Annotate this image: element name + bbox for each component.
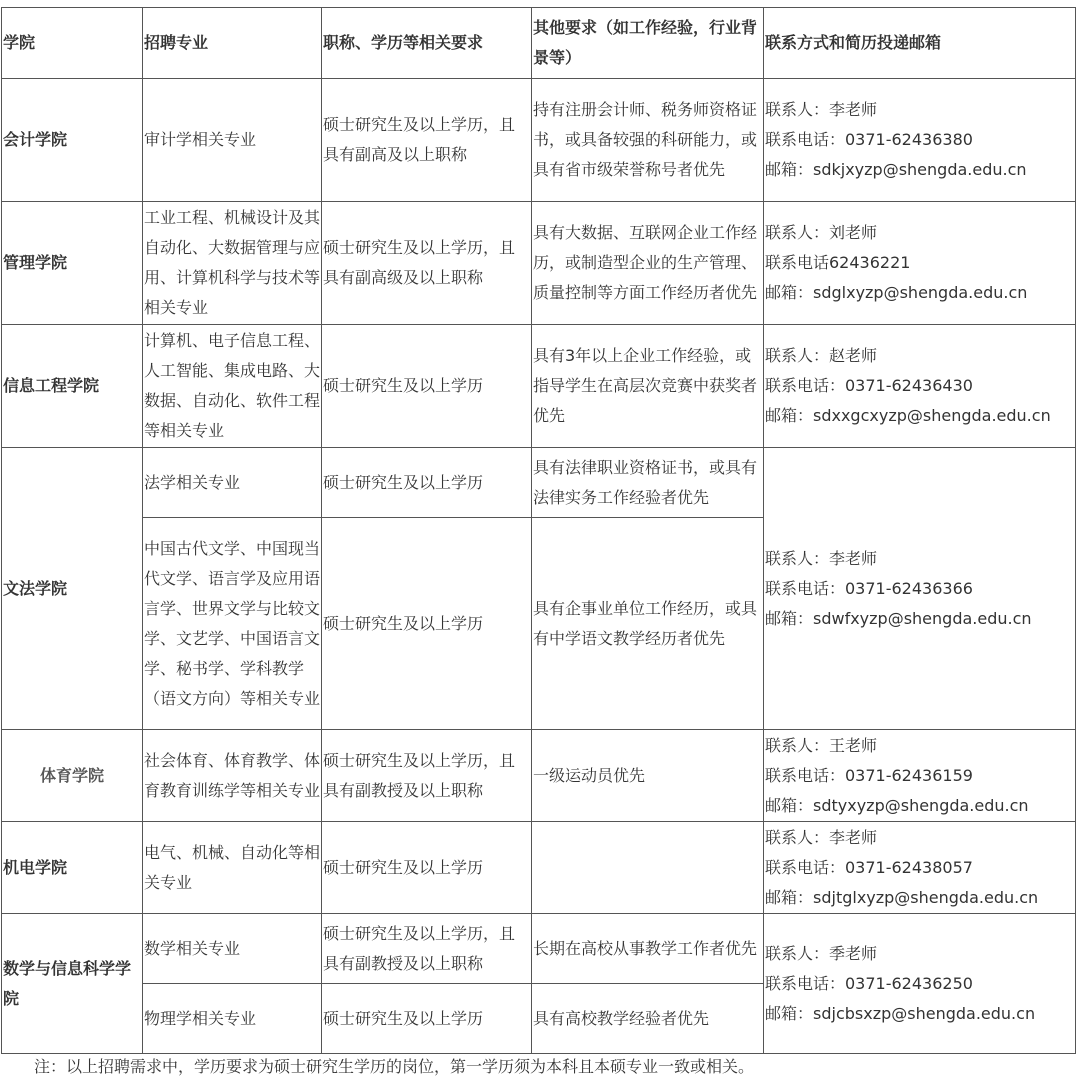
title-edu-cell: 硕士研究生及以上学历	[322, 822, 532, 914]
recruitment-table	[1, 7, 1076, 1054]
contact-phone: 联系电话：0371-62436250	[765, 973, 973, 993]
contact-phone: 联系电话：0371-62436380	[765, 130, 973, 149]
table-row	[2, 79, 1076, 202]
contact-person: 联系人：李老师	[765, 548, 878, 568]
table-row	[2, 730, 1076, 822]
contact-email: 邮箱：sdkjxyzp@shengda.edu.cn	[765, 160, 1027, 179]
college-name: 信息工程学院	[2, 325, 143, 448]
contact-person: 联系人：赵老师	[765, 346, 878, 365]
college-name: 体育学院	[2, 730, 143, 822]
title-edu-cell: 硕士研究生及以上学历，且具有副教授及以上职称	[322, 730, 532, 822]
contact-email: 邮箱：sdxxgcxyzp@shengda.edu.cn	[765, 406, 1051, 425]
other-cell	[532, 822, 764, 914]
contact-person: 联系人：李老师	[765, 827, 878, 847]
contact-phone: 联系电话：0371-62436430	[765, 376, 973, 395]
contact-person: 联系人：刘老师	[765, 223, 878, 242]
contact-cell	[764, 914, 1076, 1054]
title-edu-cell: 硕士研究生及以上学历	[322, 984, 532, 1054]
major-cell: 审计学相关专业	[143, 79, 322, 202]
header-college: 学院	[2, 8, 143, 79]
other-cell: 具有3年以上企业工作经验，或指导学生在高层次竞赛中获奖者优先	[532, 325, 764, 448]
major-cell: 数学相关专业	[143, 914, 322, 984]
contact-cell	[764, 730, 1076, 822]
major-cell: 工业工程、机械设计及其自动化、大数据管理与应用、计算机科学与技术等相关专业	[143, 202, 322, 325]
major-cell: 物理学相关专业	[143, 984, 322, 1054]
other-cell: 持有注册会计师、税务师资格证书，或具备较强的科研能力，或具有省市级荣誉称号者优先	[532, 79, 764, 202]
header-title-edu: 职称、学历等相关要求	[322, 8, 532, 79]
header-major: 招聘专业	[143, 8, 322, 79]
major-cell: 电气、机械、自动化等相关专业	[143, 822, 322, 914]
contact-email: 邮箱：sdwfxyzp@shengda.edu.cn	[765, 608, 1032, 628]
contact-phone: 联系电话62436221	[765, 253, 911, 272]
major-cell: 计算机、电子信息工程、人工智能、集成电路、大数据、自动化、软件工程等相关专业	[143, 325, 322, 448]
header-contact: 联系方式和简历投递邮箱	[764, 8, 1076, 79]
college-name: 文法学院	[2, 448, 143, 730]
college-name: 数学与信息科学学院	[2, 914, 143, 1054]
college-name: 会计学院	[2, 79, 143, 202]
table-header-row	[2, 8, 1076, 79]
table-row	[2, 914, 1076, 984]
contact-email: 邮箱：sdjcbsxzp@shengda.edu.cn	[765, 1003, 1036, 1023]
contact-person: 联系人：季老师	[765, 943, 878, 963]
contact-email: 邮箱：sdjtglxyzp@shengda.edu.cn	[765, 887, 1039, 907]
table-row	[2, 448, 1076, 518]
contact-cell	[764, 325, 1076, 448]
contact-cell	[764, 202, 1076, 325]
contact-person: 联系人：王老师	[765, 735, 878, 755]
contact-email: 邮箱：sdtyxyzp@shengda.edu.cn	[765, 795, 1029, 815]
contact-person: 联系人：李老师	[765, 100, 878, 119]
major-cell: 社会体育、体育教学、体育教育训练学等相关专业	[143, 730, 322, 822]
title-edu-cell: 硕士研究生及以上学历	[322, 325, 532, 448]
other-cell: 具有企事业单位工作经历，或具有中学语文教学经历者优先	[532, 518, 764, 730]
contact-phone: 联系电话：0371-62436159	[765, 765, 973, 785]
contact-cell	[764, 79, 1076, 202]
title-edu-cell: 硕士研究生及以上学历	[322, 518, 532, 730]
header-other: 其他要求（如工作经验，行业背景等）	[532, 8, 764, 79]
title-edu-cell: 硕士研究生及以上学历，且具有副高级及以上职称	[322, 202, 532, 325]
major-cell: 中国古代文学、中国现当代文学、语言学及应用语言学、世界文学与比较文学、文艺学、中国语言文学、秘书学、学科教学（语文方向）等相关专业	[143, 518, 322, 730]
contact-cell	[764, 822, 1076, 914]
other-cell: 一级运动员优先	[532, 730, 764, 822]
table-row	[2, 822, 1076, 914]
title-edu-cell: 硕士研究生及以上学历，且具有副高及以上职称	[322, 79, 532, 202]
other-cell: 具有大数据、互联网企业工作经历，或制造型企业的生产管理、质量控制等方面工作经历者优先	[532, 202, 764, 325]
other-cell: 具有高校教学经验者优先	[532, 984, 764, 1054]
title-edu-cell: 硕士研究生及以上学历，且具有副教授及以上职称	[322, 914, 532, 984]
table-row	[2, 325, 1076, 448]
other-cell: 长期在高校从事教学工作者优先	[532, 914, 764, 984]
other-cell: 具有法律职业资格证书，或具有法律实务工作经验者优先	[532, 448, 764, 518]
contact-phone: 联系电话：0371-62438057	[765, 857, 973, 877]
college-name: 管理学院	[2, 202, 143, 325]
contact-email: 邮箱：sdglxyzp@shengda.edu.cn	[765, 283, 1028, 302]
college-name: 机电学院	[2, 822, 143, 914]
title-edu-cell: 硕士研究生及以上学历	[322, 448, 532, 518]
contact-cell	[764, 448, 1076, 730]
footnote: 注：以上招聘需求中，学历要求为硕士研究生学历的岗位，第一学历须为本科且本硕专业一致或相关。	[34, 1057, 755, 1076]
table-row	[2, 202, 1076, 325]
contact-phone: 联系电话：0371-62436366	[765, 578, 973, 598]
major-cell: 法学相关专业	[143, 448, 322, 518]
